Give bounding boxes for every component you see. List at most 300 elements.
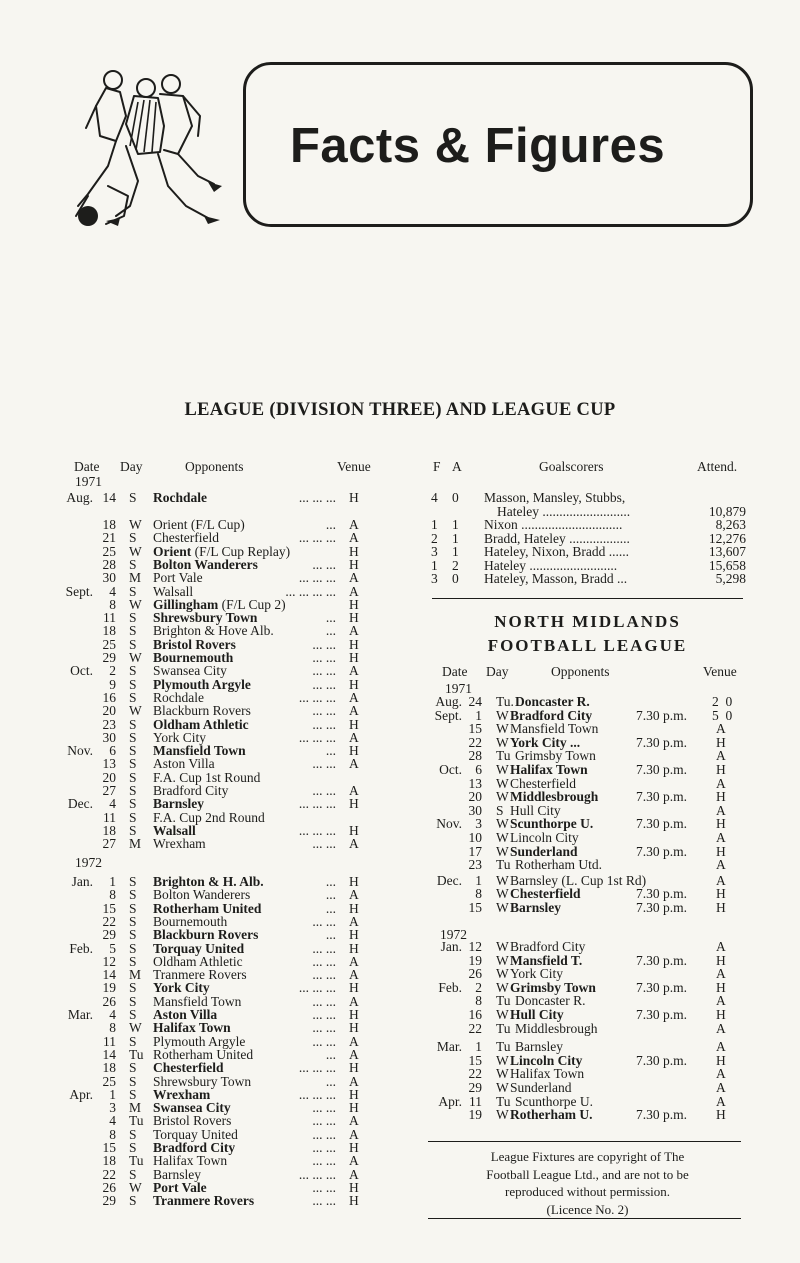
- fixture-opponent: Rotherham United: [153, 1046, 254, 1062]
- fixture-day: S: [129, 900, 137, 916]
- fixture-opponent: Bradford City: [153, 783, 229, 798]
- fixture-date: 8: [109, 1126, 116, 1142]
- leader-dots: ... ...: [312, 913, 336, 929]
- fixture-date: 9: [109, 676, 116, 692]
- nm-opponent: Sunderland: [510, 1080, 572, 1095]
- nm-date: 16: [468, 1007, 482, 1022]
- fixture-day: S: [129, 743, 137, 759]
- leader-dots: ... ... ...: [298, 796, 336, 812]
- nm-day: W: [496, 1080, 509, 1095]
- nm-venue: A: [716, 939, 726, 954]
- fixture-day: Tu: [129, 1046, 144, 1062]
- fixture-day: S: [129, 927, 137, 943]
- fixture-day: S: [129, 689, 137, 705]
- nm-venue: H: [716, 762, 726, 777]
- col-header-day: Day: [120, 459, 143, 474]
- fixture-venue: H: [349, 650, 359, 665]
- kickoff-time: 7.30 p.m.: [636, 900, 688, 915]
- leader-dots: ... ... ...: [298, 570, 336, 586]
- fixture-date: 18: [102, 1060, 116, 1076]
- kickoff-time: 7.30 p.m.: [636, 707, 688, 723]
- fixture-day: S: [129, 1033, 137, 1049]
- nm-month: Sept.: [434, 707, 462, 723]
- fixture-opponent: Plymouth Argyle: [153, 676, 251, 692]
- fixture-venue: A: [349, 517, 359, 532]
- nm-opponent: Bradford City: [510, 939, 586, 954]
- nm-opponent: Barnsley: [515, 1039, 563, 1055]
- nm-date: 8: [475, 886, 482, 902]
- fixture-opponent: Chesterfield: [153, 530, 219, 546]
- fixture-opponent: Mansfield Town: [153, 993, 242, 1009]
- nm-month: Jan.: [440, 939, 462, 954]
- divider: [432, 598, 743, 599]
- fixture-day: S: [129, 756, 137, 772]
- fixture-date: 21: [102, 530, 116, 546]
- nm-day: W: [496, 843, 509, 859]
- nm-opponent: Chesterfield: [510, 775, 576, 791]
- nm-opponent: Hull City: [510, 802, 561, 818]
- leader-dots: ... ...: [312, 556, 336, 572]
- col-header-goalscorers: Goalscorers: [539, 459, 604, 474]
- fixture-venue: A: [349, 1033, 359, 1049]
- fixture-opponent: Bournemouth: [153, 913, 228, 929]
- nm-date: 3: [475, 816, 482, 832]
- fixture-opponent: Tranmere Rovers: [153, 1193, 255, 1209]
- fixture-day: S: [129, 1007, 137, 1022]
- nm-date: 11: [469, 1093, 482, 1109]
- fixture-venue: A: [349, 729, 359, 745]
- fixture-opponent: F.A. Cup 2nd Round: [153, 809, 265, 825]
- kickoff-time: 7.30 p.m.: [636, 1007, 688, 1022]
- leader-dots: ... ...: [312, 836, 336, 852]
- fixture-date: 27: [102, 783, 116, 798]
- nm-month: Oct.: [439, 762, 462, 777]
- attendance: 15,658: [708, 557, 746, 573]
- nm-date: 24: [468, 694, 482, 709]
- fixture-venue: A: [349, 1126, 359, 1142]
- fixture-day: S: [129, 729, 137, 745]
- fixture-opponent: Bristol Rovers: [153, 636, 236, 652]
- leader-dots: ... ...: [312, 756, 336, 772]
- fixture-opponent: Aston Villa: [153, 1007, 218, 1022]
- nm-day: W: [496, 1052, 509, 1068]
- fixture-month: Sept.: [65, 583, 93, 599]
- fixture-date: 20: [102, 769, 116, 785]
- nm-score: 2 0: [712, 694, 733, 709]
- fixture-day: S: [129, 874, 137, 889]
- fixture-date: 18: [102, 623, 116, 639]
- fixture-day: W: [129, 650, 142, 665]
- divider: [428, 1218, 741, 1219]
- fixture-date: 27: [102, 836, 116, 852]
- fixture-day: S: [129, 887, 137, 903]
- nm-opponent: Sunderland: [510, 843, 578, 859]
- nm-date: 20: [468, 789, 482, 805]
- fixture-venue: A: [349, 1166, 359, 1182]
- fixture-opponent: Halifax Town: [153, 1020, 231, 1036]
- leader-dots: ... ... ...: [298, 822, 336, 838]
- nm-day: S: [496, 802, 504, 818]
- fixture-day: W: [129, 1020, 142, 1036]
- fixture-venue: A: [349, 689, 359, 705]
- fixture-day: S: [129, 490, 137, 505]
- goalscorers: Hateley ..........................: [497, 503, 631, 519]
- fixture-month: Mar.: [67, 1007, 93, 1022]
- nm-opponent: Chesterfield: [510, 886, 581, 902]
- attendance: 5,298: [715, 571, 746, 586]
- score-against: 2: [452, 557, 459, 573]
- fixture-opponent: F.A. Cup 1st Round: [153, 769, 261, 785]
- copyright-line: reproduced without permission.: [505, 1184, 670, 1199]
- nm-venue: A: [716, 830, 726, 845]
- fixture-date: 22: [102, 1166, 116, 1182]
- nm-date: 17: [468, 843, 482, 859]
- leader-dots: ... ...: [312, 636, 336, 652]
- kickoff-time: 7.30 p.m.: [636, 952, 688, 968]
- footballers-illustration: [68, 66, 238, 241]
- nm-date: 10: [468, 830, 482, 845]
- fixture-day: S: [129, 1060, 137, 1076]
- score-for: 1: [431, 557, 438, 573]
- copyright-line: (Licence No. 2): [546, 1201, 629, 1217]
- nm-venue: A: [716, 775, 726, 791]
- nm-date: 2: [475, 979, 482, 995]
- nm-day: Tu: [496, 1020, 511, 1036]
- fixture-opponent: Wrexham: [153, 1086, 211, 1102]
- fixture-day: S: [129, 953, 137, 969]
- fixture-opponent: Swansea City: [153, 1100, 231, 1116]
- fixture-venue: A: [349, 1153, 359, 1169]
- leader-dots: ... ...: [312, 650, 336, 665]
- fixture-opponent: Rochdale: [153, 490, 207, 505]
- nm-opponent: Scunthorpe U.: [515, 1093, 593, 1109]
- fixture-opponent: Bristol Rovers: [153, 1113, 232, 1129]
- nm-opponent: Bradford City: [510, 707, 593, 723]
- leader-dots: ... ...: [312, 1100, 336, 1116]
- goalscorers: Hateley ..........................: [484, 557, 618, 573]
- fixture-opponent: Walsall: [153, 583, 194, 599]
- leader-dots: ... ...: [312, 1179, 336, 1195]
- fixture-opponent: Tranmere Rovers: [153, 967, 247, 983]
- fixture-venue: H: [349, 676, 359, 692]
- nm-opponent: Grimsby Town: [515, 748, 596, 764]
- kickoff-time: 7.30 p.m.: [636, 789, 688, 805]
- fixture-opponent: Plymouth Argyle: [153, 1033, 246, 1049]
- leader-dots: ...: [325, 623, 336, 639]
- fixture-venue: H: [349, 1140, 359, 1155]
- fixture-opponent: Rotherham United: [153, 900, 262, 916]
- fixture-date: 20: [102, 703, 116, 719]
- fixture-date: 11: [103, 809, 116, 825]
- fixture-day: S: [129, 636, 137, 652]
- north-midlands-subtitle: FOOTBALL LEAGUE: [487, 636, 688, 655]
- goalscorers: Masson, Mansley, Stubbs,: [484, 490, 626, 505]
- nm-venue: A: [716, 1039, 726, 1055]
- nm-venue: H: [716, 979, 726, 995]
- fixture-day: S: [129, 1140, 137, 1155]
- copyright-line: League Fixtures are copyright of The: [490, 1149, 685, 1164]
- nm-opponent: Doncaster R.: [515, 993, 586, 1009]
- fixture-venue: A: [349, 993, 359, 1009]
- score-against: 0: [452, 490, 459, 505]
- nm-opponent: Lincoln City: [510, 830, 579, 845]
- nm-venue: H: [716, 1107, 726, 1123]
- nm-venue: A: [716, 721, 726, 737]
- fixture-venue: A: [349, 887, 359, 903]
- score-against: 0: [452, 571, 459, 586]
- nm-opponent: Middlesbrough: [510, 789, 599, 805]
- nm-date: 8: [475, 993, 482, 1009]
- col-header-a: A: [452, 459, 462, 474]
- leader-dots: ... ... ...: [298, 689, 336, 705]
- fixture-opponent: Oldham Athletic: [153, 716, 249, 732]
- nm-day: Tu.: [496, 694, 514, 709]
- nm-date: 6: [475, 762, 482, 777]
- fixture-day: M: [129, 570, 142, 586]
- fixture-venue: H: [349, 1060, 359, 1076]
- col-header-venue: Venue: [337, 459, 371, 474]
- fixture-day: S: [129, 940, 137, 956]
- leader-dots: ... ...: [312, 1193, 336, 1209]
- nm-day: W: [496, 872, 509, 888]
- attendance: 10,879: [708, 503, 746, 519]
- fixture-day: S: [129, 913, 137, 929]
- fixture-venue: H: [349, 874, 359, 889]
- leader-dots: ... ...: [312, 967, 336, 983]
- nm-month: Dec.: [436, 872, 462, 888]
- nm-date: 23: [468, 857, 482, 873]
- nm-date: 29: [468, 1080, 482, 1095]
- fixture-opponent: Brighton & Hove Alb.: [153, 623, 274, 639]
- fixture-date: 13: [102, 756, 116, 772]
- leader-dots: ...: [325, 1046, 336, 1062]
- fixture-opponent: Bolton Wanderers: [153, 887, 251, 903]
- nm-venue: A: [716, 1080, 726, 1095]
- fixture-date: 18: [102, 517, 116, 532]
- nm-day: Tu: [496, 1093, 511, 1109]
- nm-score: 5 0: [712, 707, 733, 723]
- nm-opponent: Rotherham U.: [510, 1107, 593, 1123]
- fixture-day: S: [129, 623, 137, 639]
- nm-header-venue: Venue: [703, 664, 737, 679]
- fixture-date: 26: [102, 1179, 116, 1195]
- competition-note: (F/L Cup Replay): [191, 543, 291, 559]
- nm-day: W: [496, 816, 509, 832]
- nm-day: W: [496, 707, 509, 723]
- fixture-opponent: Brighton & H. Alb.: [153, 874, 264, 889]
- fixture-venue: A: [349, 703, 359, 719]
- nm-year-1972: 1972: [440, 927, 467, 942]
- nm-date: 1: [475, 1039, 482, 1055]
- score-for: 3: [431, 571, 438, 586]
- fixture-day: S: [129, 1086, 137, 1102]
- fixture-venue: A: [349, 570, 359, 586]
- fixture-day: W: [129, 703, 142, 719]
- fixture-opponent: Shrewsbury Town: [153, 1073, 252, 1089]
- kickoff-time: 7.30 p.m.: [636, 734, 688, 750]
- fixture-venue: A: [349, 663, 359, 679]
- fixture-day: S: [129, 822, 137, 838]
- nm-opponent: Mansfield Town: [510, 721, 599, 737]
- nm-day: W: [496, 952, 509, 968]
- fixture-day: S: [129, 583, 137, 599]
- goalscorers: Nixon ..............................: [484, 517, 623, 532]
- nm-date: 13: [468, 775, 482, 791]
- fixture-opponent: Oldham Athletic: [153, 953, 243, 969]
- fixture-opponent: Port Vale: [153, 570, 203, 586]
- leader-dots: ...: [325, 900, 336, 916]
- fixture-month: Feb.: [69, 940, 93, 956]
- fixture-venue: H: [349, 1020, 359, 1036]
- fixture-opponent: Orient (F/L Cup): [153, 517, 245, 532]
- fixture-opponent: York City: [153, 729, 207, 745]
- fixture-date: 23: [102, 716, 116, 732]
- nm-day: Tu: [496, 748, 511, 764]
- fixture-day: S: [129, 769, 137, 785]
- fixture-month: Nov.: [67, 743, 93, 759]
- fixture-day: S: [129, 809, 137, 825]
- fixture-venue: H: [349, 1100, 359, 1116]
- score-for: 4: [431, 490, 438, 505]
- fixture-venue: A: [349, 836, 359, 852]
- fixture-date: 19: [102, 980, 116, 996]
- fixture-date: 4: [109, 1113, 116, 1129]
- score-against: 1: [452, 517, 459, 532]
- nm-month: Mar.: [436, 1039, 462, 1055]
- fixture-venue: H: [349, 490, 359, 505]
- nm-opponent: Barnsley (L. Cup 1st Rd): [510, 872, 647, 888]
- nm-opponent: Middlesbrough: [515, 1020, 598, 1036]
- fixture-date: 4: [109, 796, 116, 812]
- leader-dots: ... ...: [312, 1126, 336, 1142]
- nm-opponent: Grimsby Town: [510, 979, 596, 995]
- nm-opponent: Barnsley: [510, 900, 562, 915]
- leader-dots: ...: [325, 743, 336, 759]
- leader-dots: ... ... ...: [298, 1060, 336, 1076]
- fixture-date: 29: [102, 1193, 116, 1209]
- fixture-opponent: Aston Villa: [153, 756, 215, 772]
- fixture-opponent: Rochdale: [153, 689, 204, 705]
- nm-opponent: York City ...: [510, 734, 581, 750]
- nm-year-1971: 1971: [445, 681, 472, 696]
- nm-venue: H: [716, 1007, 726, 1022]
- leader-dots: ... ...: [312, 716, 336, 732]
- fixture-opponent: Barnsley: [153, 796, 205, 812]
- nm-day: W: [496, 900, 509, 915]
- fixture-date: 25: [102, 543, 116, 559]
- fixture-day: S: [129, 1166, 137, 1182]
- fixture-opponent: Torquay United: [153, 940, 245, 956]
- fixture-venue: A: [349, 530, 359, 546]
- leader-dots: ... ...: [312, 953, 336, 969]
- fixture-opponent: Mansfield Town: [153, 743, 246, 759]
- fixture-venue: A: [349, 953, 359, 969]
- fixture-opponent: Barnsley: [153, 1166, 201, 1182]
- nm-header-date: Date: [442, 664, 468, 679]
- nm-opponent: Doncaster R.: [515, 694, 590, 709]
- nm-date: 12: [468, 939, 482, 954]
- score-against: 1: [452, 530, 459, 546]
- fixture-month: Apr.: [69, 1086, 93, 1102]
- leader-dots: ... ...: [312, 1153, 336, 1169]
- fixture-venue: H: [349, 1086, 359, 1102]
- nm-date: 1: [475, 707, 482, 723]
- leader-dots: ...: [325, 874, 336, 889]
- nm-date: 15: [468, 721, 482, 737]
- leader-dots: ... ... ...: [298, 729, 336, 745]
- kickoff-time: 7.30 p.m.: [636, 843, 688, 859]
- fixture-date: 29: [102, 650, 116, 665]
- fixture-day: S: [129, 980, 137, 996]
- fixture-opponent: Torquay United: [153, 1126, 238, 1142]
- kickoff-time: 7.30 p.m.: [636, 1052, 688, 1068]
- kickoff-time: 7.30 p.m.: [636, 979, 688, 995]
- nm-venue: A: [716, 748, 726, 764]
- col-header-date: Date: [74, 459, 100, 474]
- score-for: 1: [431, 517, 438, 532]
- fixture-day: W: [129, 1179, 142, 1195]
- copyright-notice: [430, 1148, 745, 1218]
- nm-day: W: [496, 1007, 509, 1022]
- fixture-day: S: [129, 556, 137, 572]
- leader-dots: ... ... ...: [298, 490, 336, 505]
- fixture-day: S: [129, 1126, 137, 1142]
- nm-venue: H: [716, 734, 726, 750]
- col-header-f: F: [433, 459, 441, 474]
- fixture-venue: H: [349, 1193, 359, 1209]
- fixture-day: W: [129, 543, 142, 559]
- nm-day: W: [496, 939, 509, 954]
- nm-header-opponents: Opponents: [551, 664, 610, 679]
- nm-date: 28: [468, 748, 482, 764]
- section-heading: LEAGUE (DIVISION THREE) AND LEAGUE CUP: [184, 400, 616, 420]
- fixture-opponent: Walsall: [153, 822, 196, 838]
- year-label-1972: 1972: [75, 855, 102, 870]
- nm-venue: A: [716, 857, 726, 873]
- nm-day: W: [496, 1107, 509, 1123]
- fixture-venue: H: [349, 743, 359, 759]
- nm-date: 19: [468, 952, 482, 968]
- nm-venue: A: [716, 1093, 726, 1109]
- nm-day: W: [496, 721, 509, 737]
- leader-dots: ... ...: [312, 1033, 336, 1049]
- page-title: Facts & Figures: [290, 119, 666, 173]
- fixture-venue: H: [349, 596, 359, 612]
- fixture-venue: H: [349, 716, 359, 732]
- fixture-venue: H: [349, 1179, 359, 1195]
- fixture-venue: H: [349, 927, 359, 943]
- nm-venue: H: [716, 1052, 726, 1068]
- opponent-name: Gillingham: [153, 596, 219, 612]
- fixture-venue: A: [349, 583, 359, 599]
- attendance: 13,607: [708, 544, 746, 559]
- fixture-day: Tu: [129, 1113, 144, 1129]
- fixture-venue: H: [349, 556, 359, 572]
- nm-date: 30: [468, 802, 482, 818]
- opponent-name: Orient: [153, 543, 192, 559]
- nm-date: 1: [475, 872, 482, 888]
- col-header-attendance: Attend.: [697, 459, 738, 474]
- leader-dots: ... ...: [312, 703, 336, 719]
- fixture-date: 26: [102, 993, 116, 1009]
- fixture-date: 28: [102, 556, 116, 572]
- leader-dots: ... ...: [312, 940, 336, 956]
- fixture-month: Oct.: [70, 663, 93, 679]
- fixture-date: 30: [102, 729, 116, 745]
- fixture-date: 30: [102, 570, 116, 586]
- kickoff-time: 7.30 p.m.: [636, 886, 688, 902]
- fixture-month: Jan.: [71, 874, 93, 889]
